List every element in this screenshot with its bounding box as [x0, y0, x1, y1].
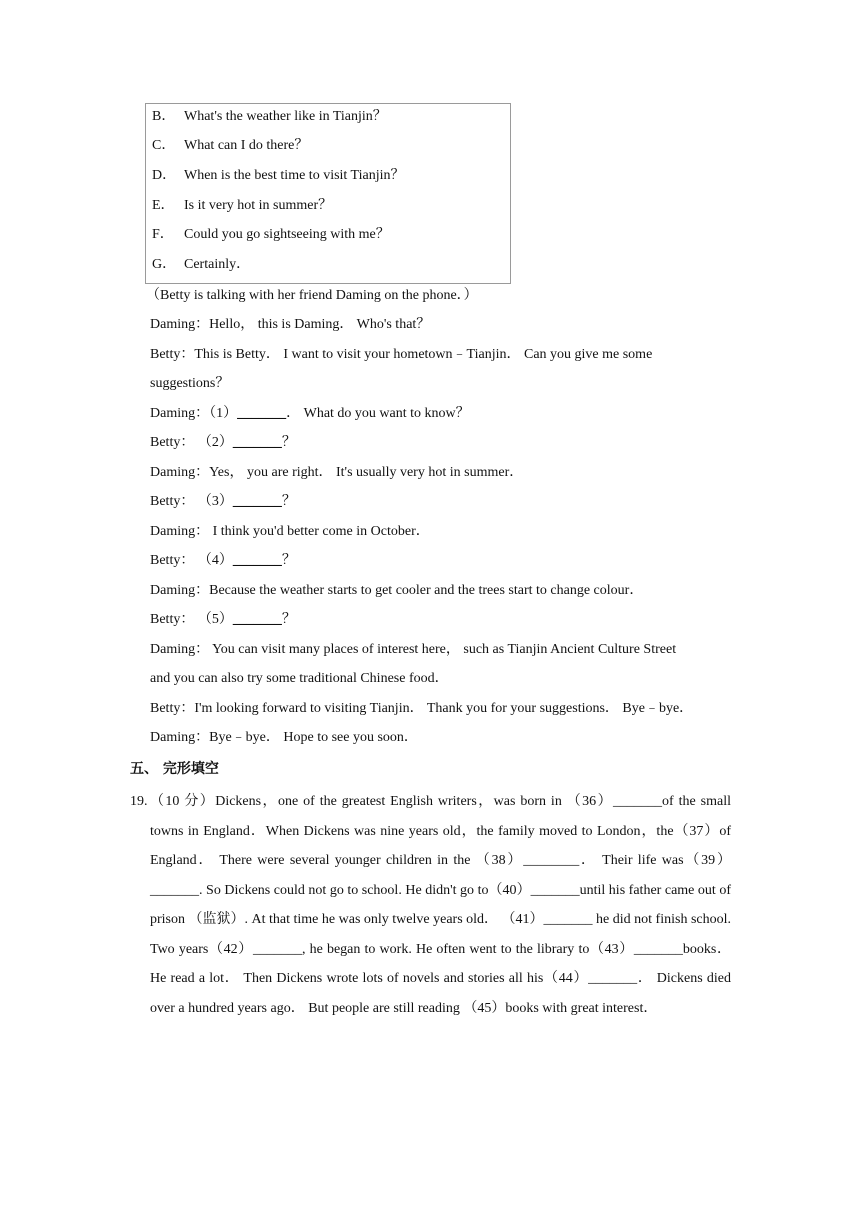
dialogue-line: Daming：Yes， you are right． It's usually very hot in summer． — [150, 465, 524, 480]
dialogue-line: Daming：（1）_______． What do you want to know？ — [150, 406, 470, 421]
dialogue-line: Betty： （2）_______？ — [150, 435, 296, 450]
option-e: E． Is it very hot in summer？ — [152, 198, 333, 213]
option-c: C． What can I do there？ — [152, 138, 309, 153]
dialogue-line: and you can also try some traditional Chinese food． — [150, 671, 449, 686]
dialogue-line: Betty： （4）_______？ — [150, 553, 296, 568]
blank-5: _______ — [232, 612, 282, 627]
dialogue-line: Betty：This is Betty． I want to visit your hometown﹣Tianjin． Can you give me some — [150, 347, 653, 362]
dialogue-line: Daming： I think you'd better come in October． — [150, 524, 430, 539]
blank-2: _______ — [232, 435, 282, 450]
blank-1: _______ — [237, 406, 287, 421]
question-text: （10 分）Dickens，one of the greatest English writers，was born in （36）_______of the small towns in England．When Dickens was nine years old，the family moved to London，the（37）of England． There were several younger children in the （38）________． Their life was（39）_______. So Dickens could not go to school. He didn't go to（40）_______until his father came out of prison （监狱）. At that time he was only twelve years old． （41）_______ he did not finish school. Two years（42）_______, he began to work. He often went to the library to（43）_______books． He read a lot． Then Dickens wrote lots of novels and stories all his（44）_______． Dickens died over a hundred years ago． But people are still reading （45）books with great interest． — [150, 794, 731, 1016]
dialogue-line: Daming：Hello， this is Daming． Who's that？ — [150, 317, 431, 332]
blank-4: _______ — [232, 553, 282, 568]
dialogue-line: Daming： You can visit many places of interest here， such as Tianjin Ancient Culture Street — [150, 642, 677, 657]
dialogue-line: suggestions？ — [150, 376, 230, 391]
dialogue-line: Daming：Because the weather starts to get cooler and the trees start to change colour． — [150, 583, 644, 598]
section-title: 五、 完形填空 — [130, 761, 219, 777]
dialogue-line: Betty： （3）_______？ — [150, 494, 296, 509]
option-d: D． When is the best time to visit Tianjin？ — [152, 168, 405, 183]
dialogue-intro: （Betty is talking with her friend Daming on the phone．） — [146, 288, 478, 303]
option-b: B． What's the weather like in Tianjin？ — [152, 109, 387, 124]
option-f: F． Could you go sightseeing with me？ — [152, 227, 390, 242]
dialogue-line: Daming：Bye﹣bye． Hope to see you soon． — [150, 730, 418, 745]
question-19 — [130, 787, 731, 1023]
option-g: G． Certainly． — [152, 257, 251, 272]
answer-options-box — [145, 103, 511, 284]
dialogue-line: Betty：I'm looking forward to visiting Tianjin． Thank you for your suggestions． Bye﹣bye． — [150, 701, 694, 716]
dialogue-line: Betty： （5）_______？ — [150, 612, 296, 627]
question-number: 19. — [130, 794, 148, 809]
blank-3: _______ — [232, 494, 282, 509]
